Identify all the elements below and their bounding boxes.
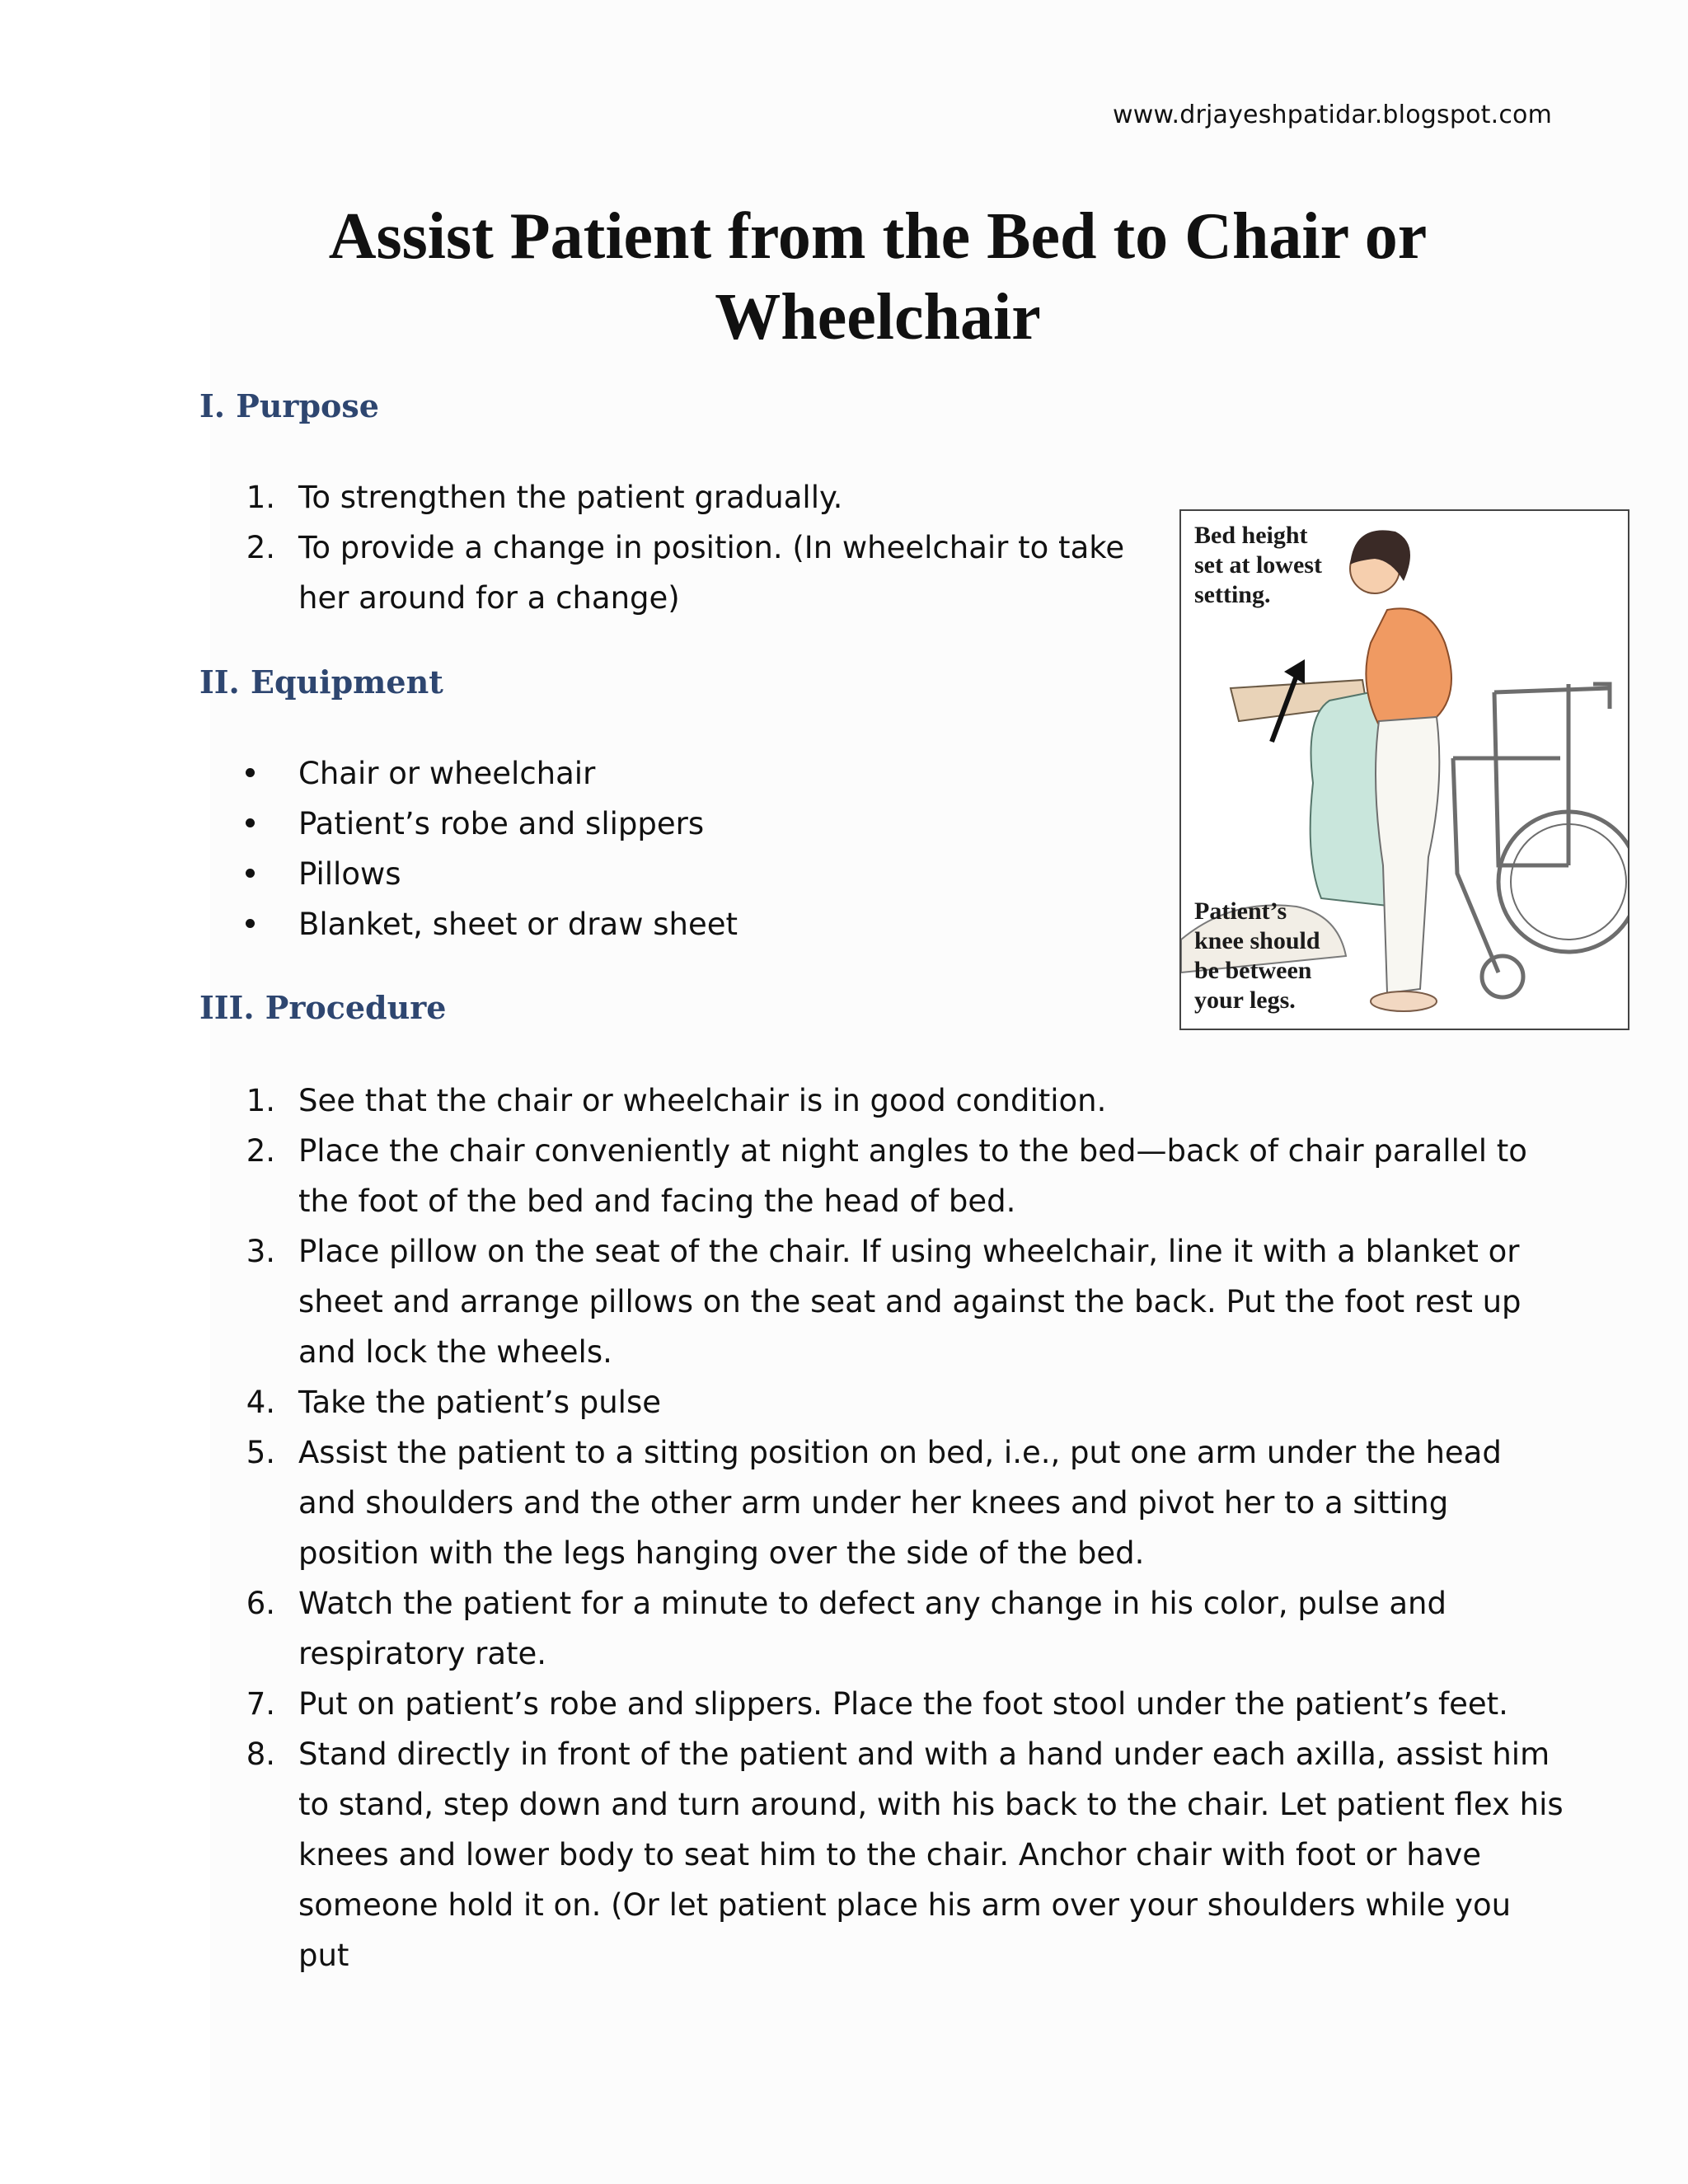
list-item: 6. Watch the patient for a minute to defect any change in his color, pulse and respiratory rate. xyxy=(246,1586,1447,1671)
list-item: Pillows xyxy=(199,849,1147,899)
bullet-icon xyxy=(246,818,255,827)
purpose-list xyxy=(199,472,1147,623)
purpose-heading: I. Purpose xyxy=(199,387,379,424)
caption-bed-height: Bed height set at lowest setting. xyxy=(1194,522,1322,608)
list-item: 7. Put on patient’s robe and slippers. Place the foot stool under the patient’s feet. xyxy=(246,1686,1508,1722)
document-title: Assist Patient from the Bed to Chair or Wheelchair xyxy=(328,200,1428,354)
procedure-heading: III. Procedure xyxy=(199,989,447,1026)
list-item: Patient’s robe and slippers xyxy=(199,799,1147,849)
bullet-icon xyxy=(246,919,255,928)
list-item: 8. Stand directly in front of the patient and with a hand under each axilla, assist him to stand, step down and turn around, with his back to the chair. Let patient flex his knees and lower body to seat him to the chair. Anchor chair with foot or have someone hold it on. (Or let patient place his arm over your shoulders while you put xyxy=(246,1736,1564,1973)
bullet-icon xyxy=(246,768,255,777)
list-item: 3. Place pillow on the seat of the chair. If using wheelchair, line it with a blanket or sheet and arrange pillows on the seat and against the back. Put the foot rest up and lock the wheels. xyxy=(246,1234,1522,1370)
caption-knee: Patient’s knee should be between your legs. xyxy=(1194,898,1320,1014)
list-item: Blanket, sheet or draw sheet xyxy=(199,899,1147,949)
list-item: 5. Assist the patient to a sitting position on bed, i.e., put one arm under the head and shoulders and the other arm under her knees and pivot her to a sitting position with the legs hanging over the side of the bed. xyxy=(246,1435,1502,1571)
procedure-list xyxy=(199,1076,1568,1980)
list-item: 2. Place the chair conveniently at night angles to the bed—back of chair parallel to the foot of the bed and facing the head of bed. xyxy=(246,1133,1527,1219)
transfer-illustration xyxy=(1179,509,1629,1030)
equipment-list xyxy=(199,748,1147,949)
list-item: 2. To provide a change in position. (In wheelchair to take her around for a change) xyxy=(246,530,1125,616)
equipment-heading: II. Equipment xyxy=(199,663,443,701)
list-item: 1. See that the chair or wheelchair is in good condition. xyxy=(246,1083,1107,1118)
list-item: Chair or wheelchair xyxy=(199,748,1147,799)
header-url: www.drjayeshpatidar.blogspot.com xyxy=(1113,101,1552,129)
list-item: 1. To strengthen the patient gradually. xyxy=(246,480,843,515)
bullet-icon xyxy=(246,869,255,878)
list-item: 4. Take the patient’s pulse xyxy=(246,1385,661,1420)
